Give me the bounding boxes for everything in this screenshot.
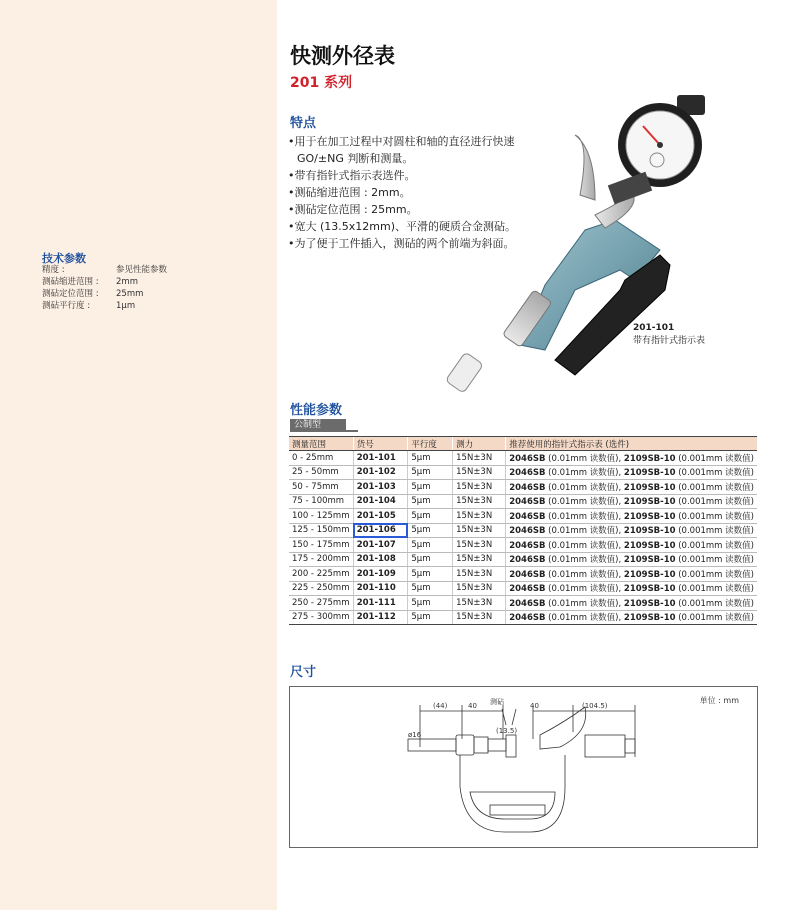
indicator-note: (0.001mm 读数值)	[675, 540, 754, 551]
range-cell: 125 - 150mm	[289, 523, 353, 538]
range-cell: 250 - 275mm	[289, 596, 353, 611]
indicator-model: 2046SB	[509, 613, 546, 624]
range-cell: 175 - 200mm	[289, 552, 353, 567]
unit-label: 单位 : mm	[699, 696, 739, 705]
indicator-note: (0.001mm 读数值)	[675, 482, 754, 493]
range-cell: 50 - 75mm	[289, 480, 353, 495]
table-row	[289, 567, 757, 582]
indicator-note: (0.01mm 读数值),	[545, 613, 624, 624]
indicator-note: (0.001mm 读数值)	[675, 598, 754, 609]
column-header: 测量范围	[289, 437, 353, 451]
column-header: 测力	[453, 437, 506, 451]
indicator-model: 2046SB	[509, 497, 546, 508]
indicator-model: 2109SB-10	[623, 540, 676, 551]
table-row	[289, 596, 757, 611]
dimensions-heading: 尺寸	[290, 665, 317, 680]
force-cell: 15N±3N	[453, 596, 506, 611]
feature-item: •宽大 (13.5x12mm)、平滑的硬质合金测砧。	[288, 220, 516, 233]
page-title: 快测外径表	[290, 44, 395, 68]
indicator-model: 2046SB	[509, 555, 546, 566]
indicator-note: (0.001mm 读数值)	[675, 453, 754, 464]
feature-item: •测砧定位范围 : 25mm。	[288, 203, 418, 216]
spec-value: 参见性能参数	[116, 265, 168, 275]
force-cell: 15N±3N	[453, 538, 506, 553]
indicator-note: (0.01mm 读数值),	[545, 569, 624, 580]
indicator-model: 2109SB-10	[623, 497, 676, 508]
spec-key: 精度 :	[42, 265, 65, 275]
dim-phi16: ø16	[408, 731, 422, 739]
parallelism-cell: 5μm	[408, 494, 453, 509]
code-cell: 201-105	[353, 509, 408, 524]
range-cell: 0 - 25mm	[289, 451, 353, 466]
code-cell: 201-108	[353, 552, 408, 567]
indicator-model: 2109SB-10	[623, 526, 676, 537]
indicator-note: (0.001mm 读数值)	[675, 511, 754, 522]
indicator-model: 2046SB	[509, 468, 546, 479]
force-cell: 15N±3N	[453, 494, 506, 509]
parallelism-cell: 5μm	[408, 552, 453, 567]
force-cell: 15N±3N	[453, 523, 506, 538]
spec-row	[42, 264, 167, 276]
indicator-model: 2046SB	[509, 511, 546, 522]
indicator-model: 2109SB-10	[623, 569, 676, 580]
indicator-model: 2109SB-10	[623, 468, 676, 479]
dim-135: (13.5)	[496, 727, 518, 735]
indicator-model: 2109SB-10	[623, 482, 676, 493]
indicator-model: 2046SB	[509, 482, 546, 493]
feature-item: •为了便于工件插入，测砧的两个前端为斜面。	[288, 237, 515, 250]
indicator-model: 2046SB	[509, 526, 546, 537]
dimensions-drawing	[289, 686, 758, 848]
parallelism-cell: 5μm	[408, 509, 453, 524]
range-cell: 275 - 300mm	[289, 610, 353, 625]
series-subtitle: 201 系列	[290, 75, 353, 91]
indicator-cell	[506, 509, 757, 524]
table-row	[289, 552, 757, 567]
range-cell: 25 - 50mm	[289, 465, 353, 480]
spec-row	[42, 288, 167, 300]
performance-table	[289, 436, 757, 625]
spec-value: 25mm	[116, 289, 144, 299]
indicator-model: 2046SB	[509, 540, 546, 551]
indicator-note: (0.001mm 读数值)	[675, 584, 754, 595]
indicator-cell	[506, 610, 757, 625]
force-cell: 15N±3N	[453, 465, 506, 480]
force-cell: 15N±3N	[453, 610, 506, 625]
specs-heading: 技术参数	[42, 252, 86, 265]
dim-40a: 40	[468, 702, 477, 710]
indicator-cell	[506, 480, 757, 495]
indicator-model: 2046SB	[509, 598, 546, 609]
code-cell: 201-104	[353, 494, 408, 509]
indicator-note: (0.01mm 读数值),	[545, 453, 624, 464]
photo-caption	[633, 322, 705, 348]
dim-anvil: 测砧	[490, 698, 504, 706]
spec-key: 测砧定位范围 :	[42, 289, 99, 299]
code-cell: 201-109	[353, 567, 408, 582]
code-cell: 201-110	[353, 581, 408, 596]
feature-item: •测砧缩进范围 : 2mm。	[288, 186, 411, 199]
table-row	[289, 451, 757, 466]
table-row	[289, 509, 757, 524]
parallelism-cell: 5μm	[408, 538, 453, 553]
code-cell: 201-111	[353, 596, 408, 611]
indicator-note: (0.01mm 读数值),	[545, 511, 624, 522]
force-cell: 15N±3N	[453, 552, 506, 567]
code-cell: 201-106	[353, 523, 408, 538]
force-cell: 15N±3N	[453, 581, 506, 596]
dim-104: (104.5)	[582, 702, 608, 710]
force-cell: 15N±3N	[453, 567, 506, 582]
range-cell: 75 - 100mm	[289, 494, 353, 509]
metric-tag: 公制型	[290, 419, 346, 432]
code-cell: 201-101	[353, 451, 408, 466]
indicator-note: (0.01mm 读数值),	[545, 598, 624, 609]
feature-item: •带有指针式指示表选件。	[288, 169, 416, 182]
indicator-cell	[506, 538, 757, 553]
caption-desc: 带有指针式指示表	[633, 336, 706, 346]
spec-value: 1μm	[116, 301, 136, 311]
force-cell: 15N±3N	[453, 509, 506, 524]
parallelism-cell: 5μm	[408, 581, 453, 596]
range-cell: 200 - 225mm	[289, 567, 353, 582]
indicator-note: (0.01mm 读数值),	[545, 540, 624, 551]
spec-value: 2mm	[116, 277, 138, 287]
left-sidebar	[0, 0, 277, 910]
indicator-cell	[506, 581, 757, 596]
technical-drawing	[290, 687, 757, 847]
code-cell: 201-103	[353, 480, 408, 495]
range-cell: 100 - 125mm	[289, 509, 353, 524]
range-cell: 225 - 250mm	[289, 581, 353, 596]
indicator-model: 2109SB-10	[623, 613, 676, 624]
product-photo	[445, 90, 725, 410]
column-header: 推荐使用的指针式指示表 (选件)	[506, 437, 757, 451]
parallelism-cell: 5μm	[408, 567, 453, 582]
indicator-cell	[506, 552, 757, 567]
indicator-cell	[506, 494, 757, 509]
dim-40b: 40	[530, 702, 539, 710]
indicator-note: (0.001mm 读数值)	[675, 526, 754, 537]
indicator-cell	[506, 465, 757, 480]
table-row	[289, 581, 757, 596]
indicator-note: (0.01mm 读数值),	[545, 482, 624, 493]
dim-44: (44)	[433, 702, 448, 710]
code-cell: 201-107	[353, 538, 408, 553]
indicator-note: (0.01mm 读数值),	[545, 555, 624, 566]
indicator-cell	[506, 451, 757, 466]
force-cell: 15N±3N	[453, 451, 506, 466]
parallelism-cell: 5μm	[408, 596, 453, 611]
specs-list	[42, 264, 167, 312]
indicator-note: (0.001mm 读数值)	[675, 497, 754, 508]
parallelism-cell: 5μm	[408, 480, 453, 495]
indicator-note: (0.01mm 读数值),	[545, 497, 624, 508]
parallelism-cell: 5μm	[408, 610, 453, 625]
parallelism-cell: 5μm	[408, 465, 453, 480]
indicator-model: 2046SB	[509, 584, 546, 595]
indicator-note: (0.001mm 读数值)	[675, 555, 754, 566]
code-cell: 201-112	[353, 610, 408, 625]
parallelism-cell: 5μm	[408, 451, 453, 466]
range-cell: 150 - 175mm	[289, 538, 353, 553]
indicator-note: (0.01mm 读数值),	[545, 526, 624, 537]
indicator-model: 2109SB-10	[623, 598, 676, 609]
tag-underline	[342, 430, 358, 432]
column-header: 货号	[353, 437, 408, 451]
indicator-cell	[506, 523, 757, 538]
indicator-cell	[506, 567, 757, 582]
feature-item: •用于在加工过程中对圆柱和轴的直径进行快速 GO/±NG 判断和测量。	[288, 135, 515, 165]
spec-key: 测砧缩进范围 :	[42, 277, 99, 287]
indicator-note: (0.001mm 读数值)	[675, 569, 754, 580]
table-row	[289, 538, 757, 553]
indicator-model: 2109SB-10	[623, 555, 676, 566]
indicator-note: (0.01mm 读数值),	[545, 468, 624, 479]
features-heading: 特点	[290, 116, 317, 131]
code-cell: 201-102	[353, 465, 408, 480]
table-row	[289, 494, 757, 509]
indicator-model: 2109SB-10	[623, 511, 676, 522]
spec-key: 测砧平行度 :	[42, 301, 91, 311]
performance-heading: 性能参数	[290, 403, 343, 418]
caption-model: 201-101	[633, 323, 675, 333]
parallelism-cell: 5μm	[408, 523, 453, 538]
indicator-model: 2046SB	[509, 453, 546, 464]
column-header: 平行度	[408, 437, 453, 451]
table-row	[289, 480, 757, 495]
indicator-note: (0.01mm 读数值),	[545, 584, 624, 595]
indicator-model: 2046SB	[509, 569, 546, 580]
indicator-model: 2109SB-10	[623, 453, 676, 464]
spec-row	[42, 300, 167, 312]
force-cell: 15N±3N	[453, 480, 506, 495]
indicator-cell	[506, 596, 757, 611]
indicator-note: (0.001mm 读数值)	[675, 468, 754, 479]
indicator-model: 2109SB-10	[623, 584, 676, 595]
indicator-note: (0.001mm 读数值)	[675, 613, 754, 624]
spec-row	[42, 276, 167, 288]
table-row	[289, 523, 757, 538]
table-row	[289, 465, 757, 480]
table-row	[289, 610, 757, 625]
